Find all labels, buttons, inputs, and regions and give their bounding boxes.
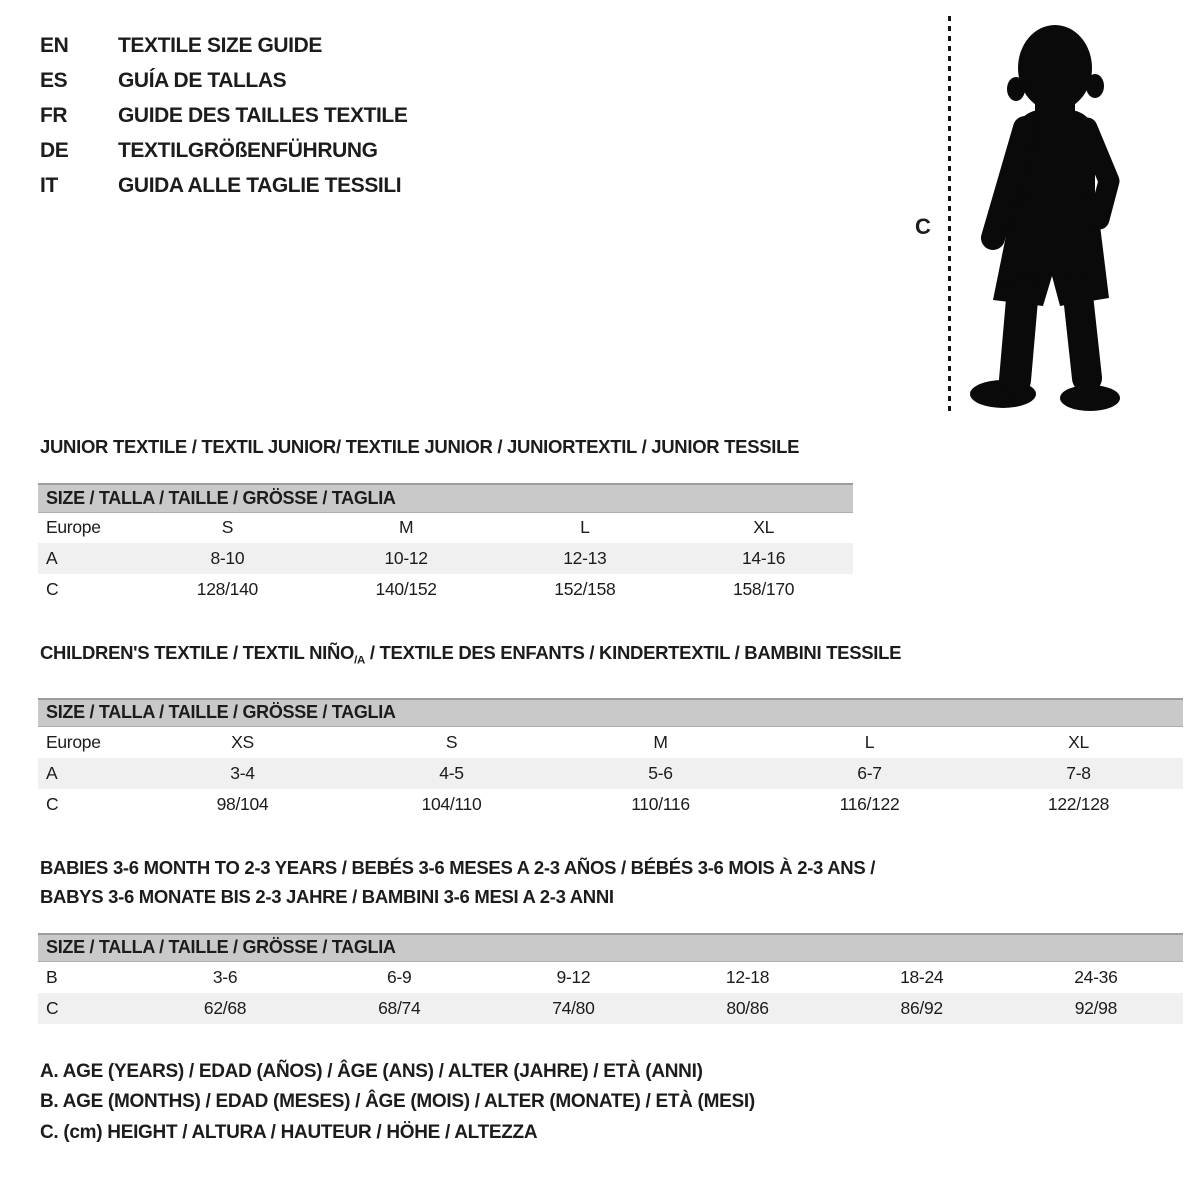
- language-code: FR: [40, 103, 68, 127]
- size-cell: 68/74: [312, 993, 486, 1024]
- row-label: Europe: [46, 517, 101, 538]
- toddler-silhouette-icon: [963, 16, 1138, 416]
- size-cell: 14-16: [674, 543, 853, 574]
- legend: [0, 1057, 1200, 1149]
- size-cell: M: [398, 517, 414, 538]
- section-title-line: [40, 853, 1200, 882]
- size-cell: 3-6: [212, 966, 238, 987]
- section-title-text: CHILDREN'S TEXTILE / TEXTIL NIÑO: [40, 642, 355, 663]
- size-cell: 3-4: [138, 758, 347, 789]
- height-marker-label: C: [915, 214, 931, 239]
- language-code: IT: [40, 173, 58, 197]
- size-cell: 12-18: [725, 966, 770, 987]
- size-cell: 8-10: [138, 543, 317, 574]
- size-cell: 122/128: [1047, 793, 1110, 814]
- height-dashed-line: [948, 16, 951, 416]
- size-cell: XS: [231, 731, 254, 752]
- table-row: [38, 543, 853, 574]
- row-label: A: [38, 543, 138, 574]
- row-label: C: [46, 793, 59, 814]
- size-table: [38, 698, 1183, 820]
- language-label: TEXTILE SIZE GUIDE: [118, 33, 322, 57]
- table-header: SIZE / TALLA / TAILLE / GRÖSSE / TAGLIA: [38, 699, 1183, 727]
- section-title: [40, 432, 1200, 461]
- table-header-row: [38, 484, 853, 512]
- legend-line: A. AGE (YEARS) / EDAD (AÑOS) / ÂGE (ANS) / ALTER (JAHRE) / ETÀ (ANNI): [40, 1060, 703, 1082]
- section-title-text: JUNIOR TEXTILE / TEXTIL JUNIOR/ TEXTILE JUNIOR / JUNIORTEXTIL / JUNIOR TESSILE: [40, 436, 800, 457]
- table-row: [38, 512, 853, 543]
- size-table: [38, 933, 1183, 1024]
- size-cell: 62/68: [138, 993, 312, 1024]
- row-label: C: [38, 993, 138, 1024]
- table-header-row: [38, 699, 1183, 727]
- table-row: [38, 758, 1183, 789]
- table-row: [38, 574, 853, 605]
- language-label: GUIDA ALLE TAGLIE TESSILI: [118, 173, 402, 197]
- size-cell: 24-36: [1074, 966, 1118, 987]
- size-cell: 92/98: [1009, 993, 1183, 1024]
- language-label: GUÍA DE TALLAS: [118, 68, 287, 92]
- size-cell: 12-13: [496, 543, 675, 574]
- language-label: TEXTILGRÖßENFÜHRUNG: [118, 138, 378, 162]
- size-cell: 4-5: [347, 758, 556, 789]
- size-cell: 86/92: [835, 993, 1009, 1024]
- language-code: EN: [40, 33, 69, 57]
- size-cell: 104/110: [421, 793, 482, 814]
- row-label: A: [38, 758, 138, 789]
- language-code: DE: [40, 138, 69, 162]
- section-title-line: [40, 882, 1200, 911]
- size-cell: S: [221, 517, 234, 538]
- section-children: [38, 638, 1200, 820]
- size-cell: 110/116: [631, 793, 690, 814]
- size-cell: XL: [1068, 731, 1089, 752]
- row-label: Europe: [46, 731, 101, 752]
- language-code: ES: [40, 68, 68, 92]
- size-cell: 9-12: [556, 966, 591, 987]
- size-cell: L: [864, 731, 875, 752]
- legend-line: C. (cm) HEIGHT / ALTURA / HAUTEUR / HÖHE / ALTEZZA: [40, 1121, 538, 1143]
- row-label: C: [46, 579, 59, 599]
- size-cell: 10-12: [317, 543, 496, 574]
- table-header: SIZE / TALLA / TAILLE / GRÖSSE / TAGLIA: [38, 934, 1183, 962]
- size-cell: M: [653, 731, 668, 752]
- size-cell: 158/170: [733, 579, 795, 599]
- section-junior: [38, 432, 1200, 605]
- section-title-text: / TEXTILE DES ENFANTS / KINDERTEXTIL / BAMBINI TESSILE: [365, 642, 902, 663]
- table-row: [38, 727, 1183, 758]
- section-title-text: BABIES 3-6 MONTH TO 2-3 YEARS / BEBÉS 3-6 MESES A 2-3 AÑOS / BÉBÉS 3-6 MOIS À 2-3 ANS /: [40, 856, 876, 878]
- size-cell: 6-9: [387, 966, 412, 987]
- size-cell: L: [580, 517, 590, 538]
- size-cell: 6-7: [765, 758, 974, 789]
- size-cell: 74/80: [486, 993, 660, 1024]
- height-figure: [0, 0, 1200, 432]
- section-title-line: [40, 638, 1200, 676]
- size-cell: 140/152: [375, 579, 437, 599]
- row-label: B: [46, 966, 58, 987]
- section-title-text: /A: [354, 654, 365, 667]
- language-label: GUIDE DES TAILLES TEXTILE: [118, 103, 408, 127]
- size-table: [38, 483, 853, 605]
- top-header-block: [0, 0, 1200, 432]
- size-cell: 116/122: [839, 793, 900, 814]
- section-babies: [38, 853, 1200, 1024]
- size-cell: 80/86: [660, 993, 834, 1024]
- section-title-line: [40, 432, 1200, 461]
- size-cell: 152/158: [554, 579, 616, 599]
- section-title: [40, 638, 1200, 676]
- size-cell: XL: [753, 517, 775, 538]
- size-cell: 98/104: [216, 793, 269, 814]
- table-row: [38, 962, 1183, 993]
- section-title-text: BABYS 3-6 MONATE BIS 2-3 JAHRE / BAMBINI 3-6 MESI A 2-3 ANNI: [40, 885, 614, 907]
- size-cell: 5-6: [556, 758, 765, 789]
- table-row: [38, 789, 1183, 820]
- section-title: [40, 853, 1200, 911]
- table-row: [38, 993, 1183, 1024]
- size-cell: 18-24: [900, 966, 944, 987]
- size-cell: 128/140: [196, 579, 258, 599]
- size-cell: S: [445, 731, 458, 752]
- table-header-row: [38, 934, 1183, 962]
- table-header: SIZE / TALLA / TAILLE / GRÖSSE / TAGLIA: [38, 484, 853, 512]
- size-cell: 7-8: [974, 758, 1183, 789]
- size-tables: [0, 432, 1200, 1024]
- legend-line: B. AGE (MONTHS) / EDAD (MESES) / ÂGE (MOIS) / ALTER (MONATE) / ETÀ (MESI): [40, 1091, 755, 1113]
